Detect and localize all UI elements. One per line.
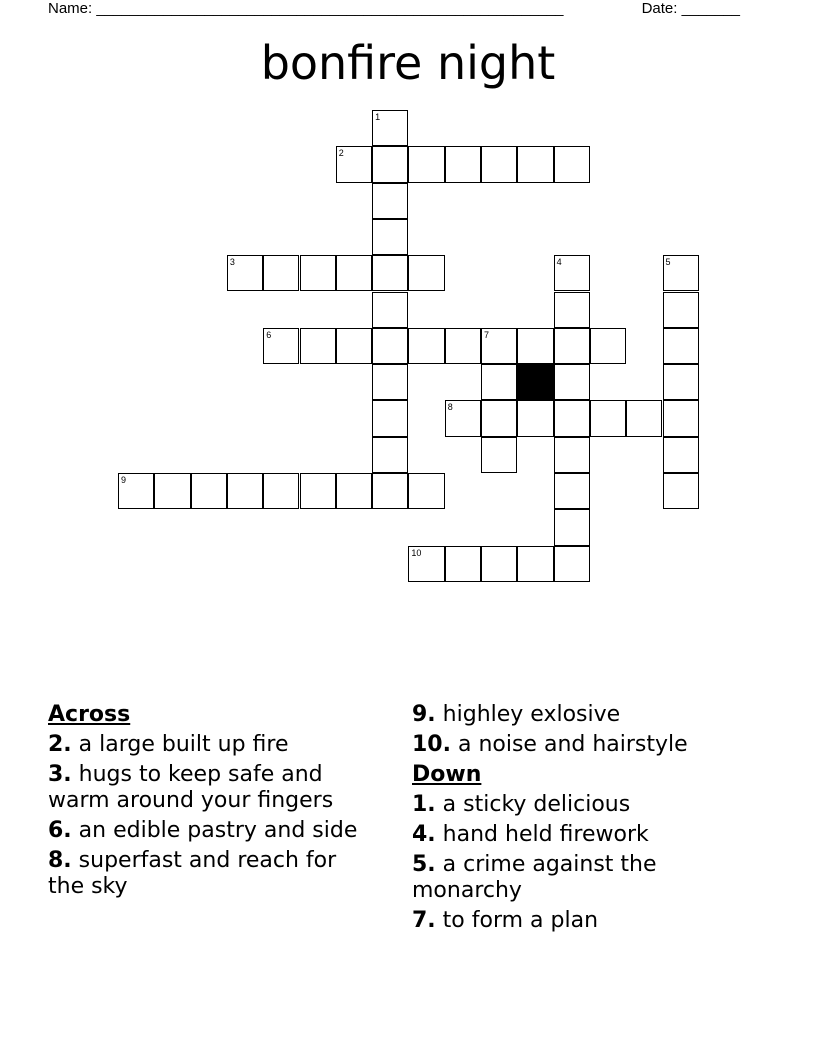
cell-number: 7 — [484, 329, 490, 340]
clue-across — [48, 732, 378, 758]
grid-cell[interactable] — [408, 546, 444, 582]
clue-number: 10. — [412, 732, 451, 757]
grid-cell[interactable] — [554, 146, 590, 182]
clue-text: highley exlosive — [442, 702, 621, 727]
clues-column-right — [412, 702, 742, 938]
clue-text: a large built up fire — [78, 732, 289, 757]
grid-cell[interactable] — [517, 400, 553, 436]
grid-cell[interactable] — [372, 473, 408, 509]
grid-cell[interactable] — [372, 146, 408, 182]
cell-number: 9 — [121, 475, 127, 485]
grid-cell[interactable] — [300, 255, 336, 291]
grid-cell[interactable] — [554, 255, 590, 291]
grid-cell[interactable] — [517, 546, 553, 582]
grid-cell[interactable] — [408, 473, 444, 509]
clue-number: 8. — [48, 848, 72, 873]
grid-cell[interactable] — [445, 328, 481, 364]
grid-cell[interactable] — [372, 400, 408, 436]
clue-number: 7. — [412, 908, 436, 933]
clue-across — [412, 732, 742, 758]
grid-cell[interactable] — [372, 255, 408, 291]
clue-text: a crime against the monarchy — [412, 852, 657, 903]
grid-cell[interactable] — [554, 292, 590, 328]
grid-cell[interactable] — [554, 546, 590, 582]
clue-text: hugs to keep safe and warm around your fingers — [48, 762, 334, 813]
cell-number: 10 — [411, 547, 422, 558]
grid-cell[interactable] — [517, 146, 553, 182]
grid-cell[interactable] — [626, 400, 662, 436]
clue-number: 2. — [48, 732, 72, 757]
clue-across — [48, 848, 378, 900]
grid-cell[interactable] — [263, 328, 299, 364]
clue-text: a sticky delicious — [442, 792, 631, 817]
clue-number: 9. — [412, 702, 436, 727]
grid-cell[interactable] — [663, 364, 699, 400]
header — [48, 0, 740, 17]
clue-number: 4. — [412, 822, 436, 847]
cell-number: 5 — [665, 257, 671, 268]
grid-cell[interactable] — [554, 509, 590, 545]
clue-number: 1. — [412, 792, 436, 817]
clue-text: a noise and hairstyle — [457, 732, 688, 757]
grid-cell[interactable] — [372, 328, 408, 364]
clue-text: an edible pastry and side — [78, 818, 358, 843]
grid-cell[interactable] — [118, 473, 154, 509]
grid-cell[interactable] — [372, 437, 408, 473]
clue-number: 6. — [48, 818, 72, 843]
date-field[interactable]: Date: _______ — [641, 0, 740, 17]
grid-cell[interactable] — [445, 146, 481, 182]
cell-number: 6 — [266, 329, 272, 340]
grid-cell[interactable] — [554, 364, 590, 400]
grid-cell[interactable] — [154, 473, 190, 509]
grid-cell[interactable] — [336, 255, 372, 291]
clue-text: superfast and reach for the sky — [48, 848, 337, 899]
clue-down — [412, 792, 742, 818]
black-cell — [517, 364, 553, 400]
clue-number: 3. — [48, 762, 72, 787]
grid-cell[interactable] — [372, 219, 408, 255]
grid-cell[interactable] — [372, 364, 408, 400]
grid-cell[interactable] — [372, 110, 408, 146]
cell-number: 4 — [556, 257, 562, 268]
grid-cell[interactable] — [227, 473, 263, 509]
grid-cell[interactable] — [663, 473, 699, 509]
grid-cell[interactable] — [663, 437, 699, 473]
clue-text: to form a plan — [442, 908, 599, 933]
clue-across — [48, 762, 378, 814]
grid-cell[interactable] — [663, 400, 699, 436]
grid-cell[interactable] — [554, 400, 590, 436]
grid-cell[interactable] — [554, 473, 590, 509]
grid-cell[interactable] — [554, 437, 590, 473]
cell-number: 1 — [375, 112, 381, 122]
down-heading: Down — [412, 762, 482, 787]
grid-cell[interactable] — [300, 328, 336, 364]
clue-text: hand held firework — [442, 822, 649, 847]
grid-cell[interactable] — [590, 400, 626, 436]
grid-cell[interactable] — [336, 146, 372, 182]
grid-cell[interactable] — [408, 328, 444, 364]
grid-cell[interactable] — [445, 546, 481, 582]
cell-number: 3 — [229, 257, 235, 268]
clue-down — [412, 822, 742, 848]
grid-cell[interactable] — [481, 328, 517, 364]
grid-cell[interactable] — [263, 473, 299, 509]
clues-column-left — [48, 702, 378, 904]
grid-cell[interactable] — [590, 328, 626, 364]
clue-down — [412, 852, 742, 904]
grid-cell[interactable] — [481, 437, 517, 473]
grid-cell[interactable] — [663, 255, 699, 291]
grid-cell[interactable] — [263, 255, 299, 291]
clue-down — [412, 908, 742, 934]
grid-cell[interactable] — [663, 292, 699, 328]
name-field[interactable]: Name: ________________________________________________________ — [48, 0, 564, 17]
clue-across — [412, 702, 742, 728]
grid-cell[interactable] — [191, 473, 227, 509]
grid-cell[interactable] — [336, 328, 372, 364]
grid-cell[interactable] — [408, 255, 444, 291]
grid-cell[interactable] — [554, 328, 590, 364]
grid-cell[interactable] — [372, 292, 408, 328]
grid-cell[interactable] — [227, 255, 263, 291]
grid-cell[interactable] — [481, 364, 517, 400]
grid-cell[interactable] — [481, 400, 517, 436]
grid-cell[interactable] — [663, 328, 699, 364]
grid-cell[interactable] — [372, 183, 408, 219]
grid-cell[interactable] — [481, 546, 517, 582]
clue-number: 5. — [412, 852, 436, 877]
clue-across — [48, 818, 378, 844]
page-title: bonfire night — [260, 36, 556, 90]
grid-cell[interactable] — [336, 473, 372, 509]
grid-cell[interactable] — [517, 328, 553, 364]
grid-cell[interactable] — [300, 473, 336, 509]
grid-cell[interactable] — [408, 146, 444, 182]
grid-cell[interactable] — [481, 146, 517, 182]
grid-cell[interactable] — [445, 400, 481, 436]
across-heading: Across — [48, 702, 131, 727]
cell-number: 8 — [447, 402, 453, 413]
cell-number: 2 — [338, 148, 344, 159]
